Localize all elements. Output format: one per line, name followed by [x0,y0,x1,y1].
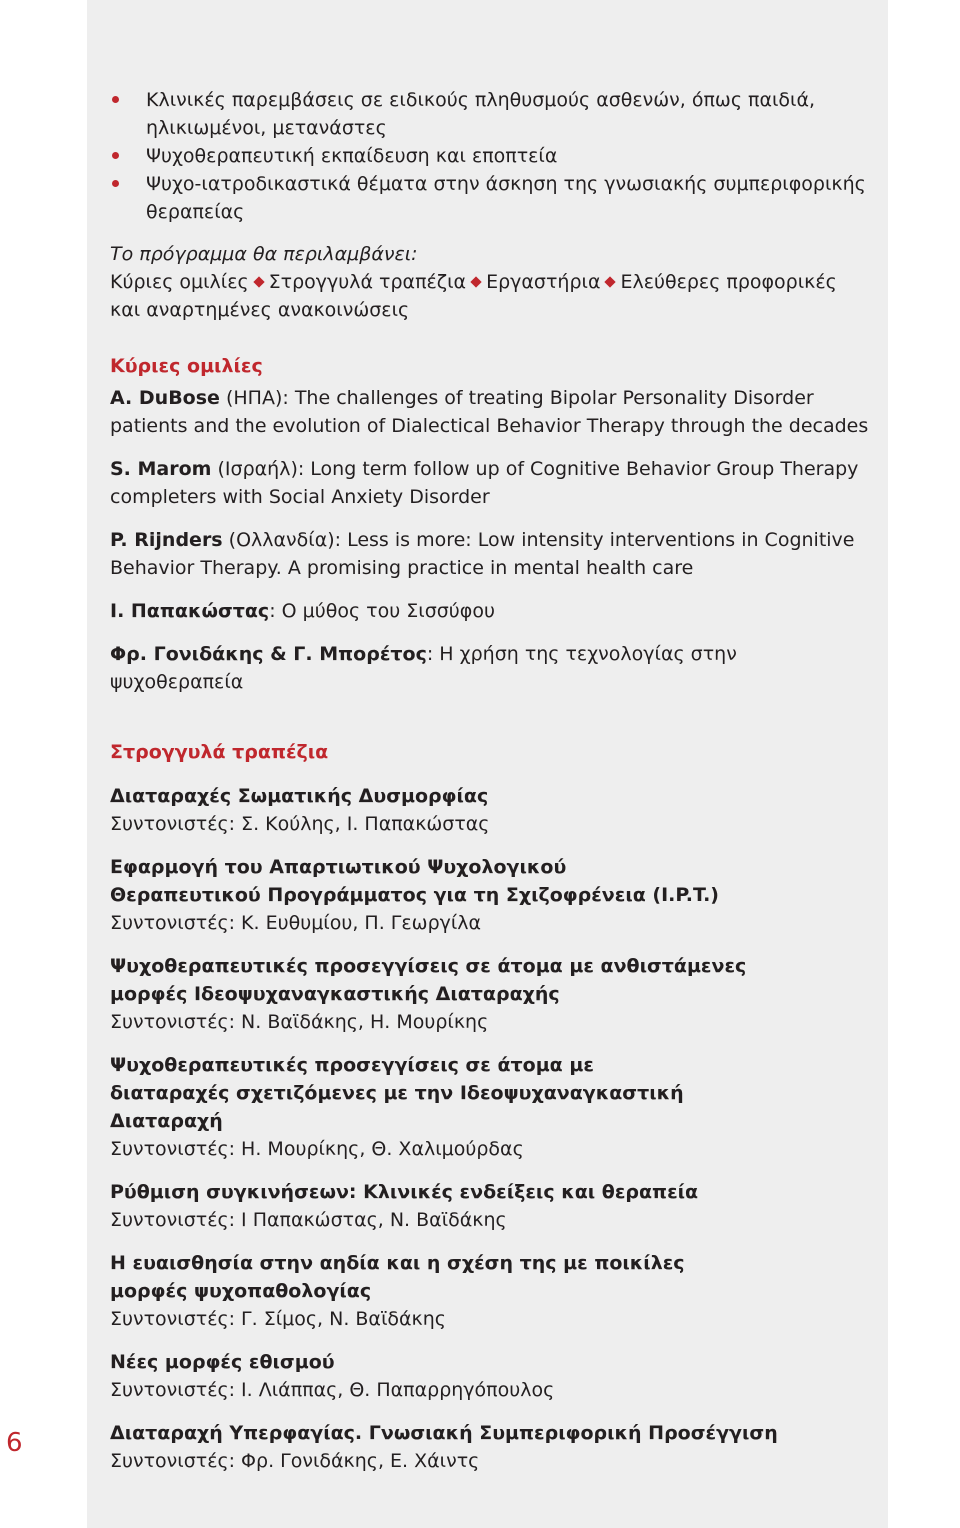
diamond-icon [605,276,616,287]
page-content [110,86,870,1490]
list-item: Κλινικές παρεμβάσεις σε ειδικούς πληθυσμούς ασθενών, όπως παιδιά, ηλικιωμένοι, μετανάστες [110,86,870,142]
roundtable-item [110,1419,870,1475]
page-number: 6 [6,1428,23,1458]
roundtable-coordinators: Συντονιστές: Σ. Κούλης, Ι. Παπακώστας [110,813,490,835]
roundtables-list [110,782,870,1475]
roundtable-coordinators: Συντονιστές: Η. Μουρίκης, Θ. Χαλιμούρδας [110,1138,524,1160]
roundtable-coordinators: Συντονιστές: Ι. Λιάππας, Θ. Παπαρρηγόπουλος [110,1379,555,1401]
roundtable-item [110,1249,870,1333]
roundtable-item [110,1178,870,1234]
program-intro [110,240,870,324]
left-margin [0,0,87,1528]
topic-list [110,86,870,226]
list-item: Ψυχο-ιατροδικαστικά θέματα στην άσκηση της γνωσιακής συμπεριφορικής θεραπείας [110,170,870,226]
roundtable-title: Ψυχοθεραπευτικές προσεγγίσεις σε άτομα με ανθιστάμενες μορφές Ιδεοψυχαναγκαστικής Διαταραχής [110,955,747,1005]
talk-title: The challenges of treating Bipolar Personality Disorder patients and the evolution of Dialectical Behavior Therapy through the decades [110,387,869,437]
speaker-name: Ι. Παπακώστας [110,600,270,622]
program-item: Ελεύθερες προφορικές [620,271,837,293]
program-items [110,268,870,296]
speaker-country: (ΗΠΑ): [219,387,295,409]
program-item: Στρογγυλά τραπέζια [268,271,467,293]
keynote-talk [110,597,870,625]
speaker-name: Φρ. Γονιδάκης & Γ. Μπορέτος [110,643,427,665]
speaker-country: : [426,643,440,665]
keynote-talk [110,640,870,696]
roundtable-item [110,952,870,1036]
keynote-talk [110,526,870,582]
roundtable-item [110,782,870,838]
roundtable-title: Ψυχοθεραπευτικές προσεγγίσεις σε άτομα με διαταραχές σχετιζόμενες με την Ιδεοψυχαναγκαστική Διαταραχή [110,1054,684,1132]
speaker-name: P. Rijnders [110,529,223,551]
speaker-name: A. DuBose [110,387,220,409]
keynote-talk [110,384,870,440]
diamond-icon [253,276,264,287]
keynotes-title: Κύριες ομιλίες [110,355,263,377]
roundtable-title: Διαταραχές Σωματικής Δυσμορφίας [110,785,489,807]
keynotes-list [110,384,870,696]
bullet-icon [112,96,119,103]
talk-title: Ο μύθος του Σισσύφου [281,600,495,622]
roundtables-title: Στρογγυλά τραπέζια [110,741,329,763]
talk-title: Η χρήση της τεχνολογίας στην ψυχοθεραπεία [110,643,737,693]
speaker-name: S. Marom [110,458,212,480]
roundtable-title: Ρύθμιση συγκινήσεων: Κλινικές ενδείξεις και θεραπεία [110,1181,699,1203]
roundtable-coordinators: Συντονιστές: Γ. Σίμος, Ν. Βαϊδάκης [110,1308,446,1330]
roundtable-coordinators: Συντονιστές: Ι Παπακώστας, Ν. Βαϊδάκης [110,1209,507,1231]
diamond-icon [470,276,481,287]
roundtable-coordinators: Συντονιστές: Κ. Ευθυμίου, Π. Γεωργίλα [110,912,482,934]
roundtable-coordinators: Συντονιστές: Ν. Βαϊδάκης, Η. Μουρίκης [110,1011,489,1033]
list-item: Ψυχοθεραπευτική εκπαίδευση και εποπτεία [110,142,870,170]
speaker-country: (Ισραήλ): [211,458,311,480]
talk-title: Less is more: Low intensity interventions in Cognitive Behavior Therapy. A promising practice in mental health care [110,529,855,579]
right-margin [888,0,960,1528]
program-item: Κύριες ομιλίες [110,271,249,293]
program-item: Εργαστήρια [486,271,601,293]
roundtable-title: Η ευαισθησία στην αηδία και η σχέση της με ποικίλες μορφές ψυχοπαθολογίας [110,1252,685,1302]
bullet-icon [112,152,119,159]
roundtable-title: Εφαρμογή του Απαρτιωτικού Ψυχολογικού Θεραπευτικού Προγράμματος για τη Σχιζοφρένεια (I.P.T.) [110,856,719,906]
program-tail: και αναρτημένες ανακοινώσεις [110,299,410,321]
roundtable-item [110,1051,870,1163]
keynote-talk [110,455,870,511]
roundtable-item [110,853,870,937]
roundtable-title: Διαταραχή Υπερφαγίας. Γνωσιακή Συμπεριφορική Προσέγγιση [110,1422,778,1444]
roundtable-coordinators: Συντονιστές: Φρ. Γονιδάκης, Ε. Χάιντς [110,1450,480,1472]
talk-title: Long term follow up of Cognitive Behavior Group Therapy completers with Social Anxiety Disorder [110,458,859,508]
speaker-country: (Ολλανδία): [222,529,348,551]
roundtable-title: Νέες μορφές εθισμού [110,1351,335,1373]
bullet-icon [112,180,119,187]
roundtable-item [110,1348,870,1404]
program-intro-heading: Το πρόγραμμα θα περιλαμβάνει: [110,243,418,265]
speaker-country: : [269,600,282,622]
